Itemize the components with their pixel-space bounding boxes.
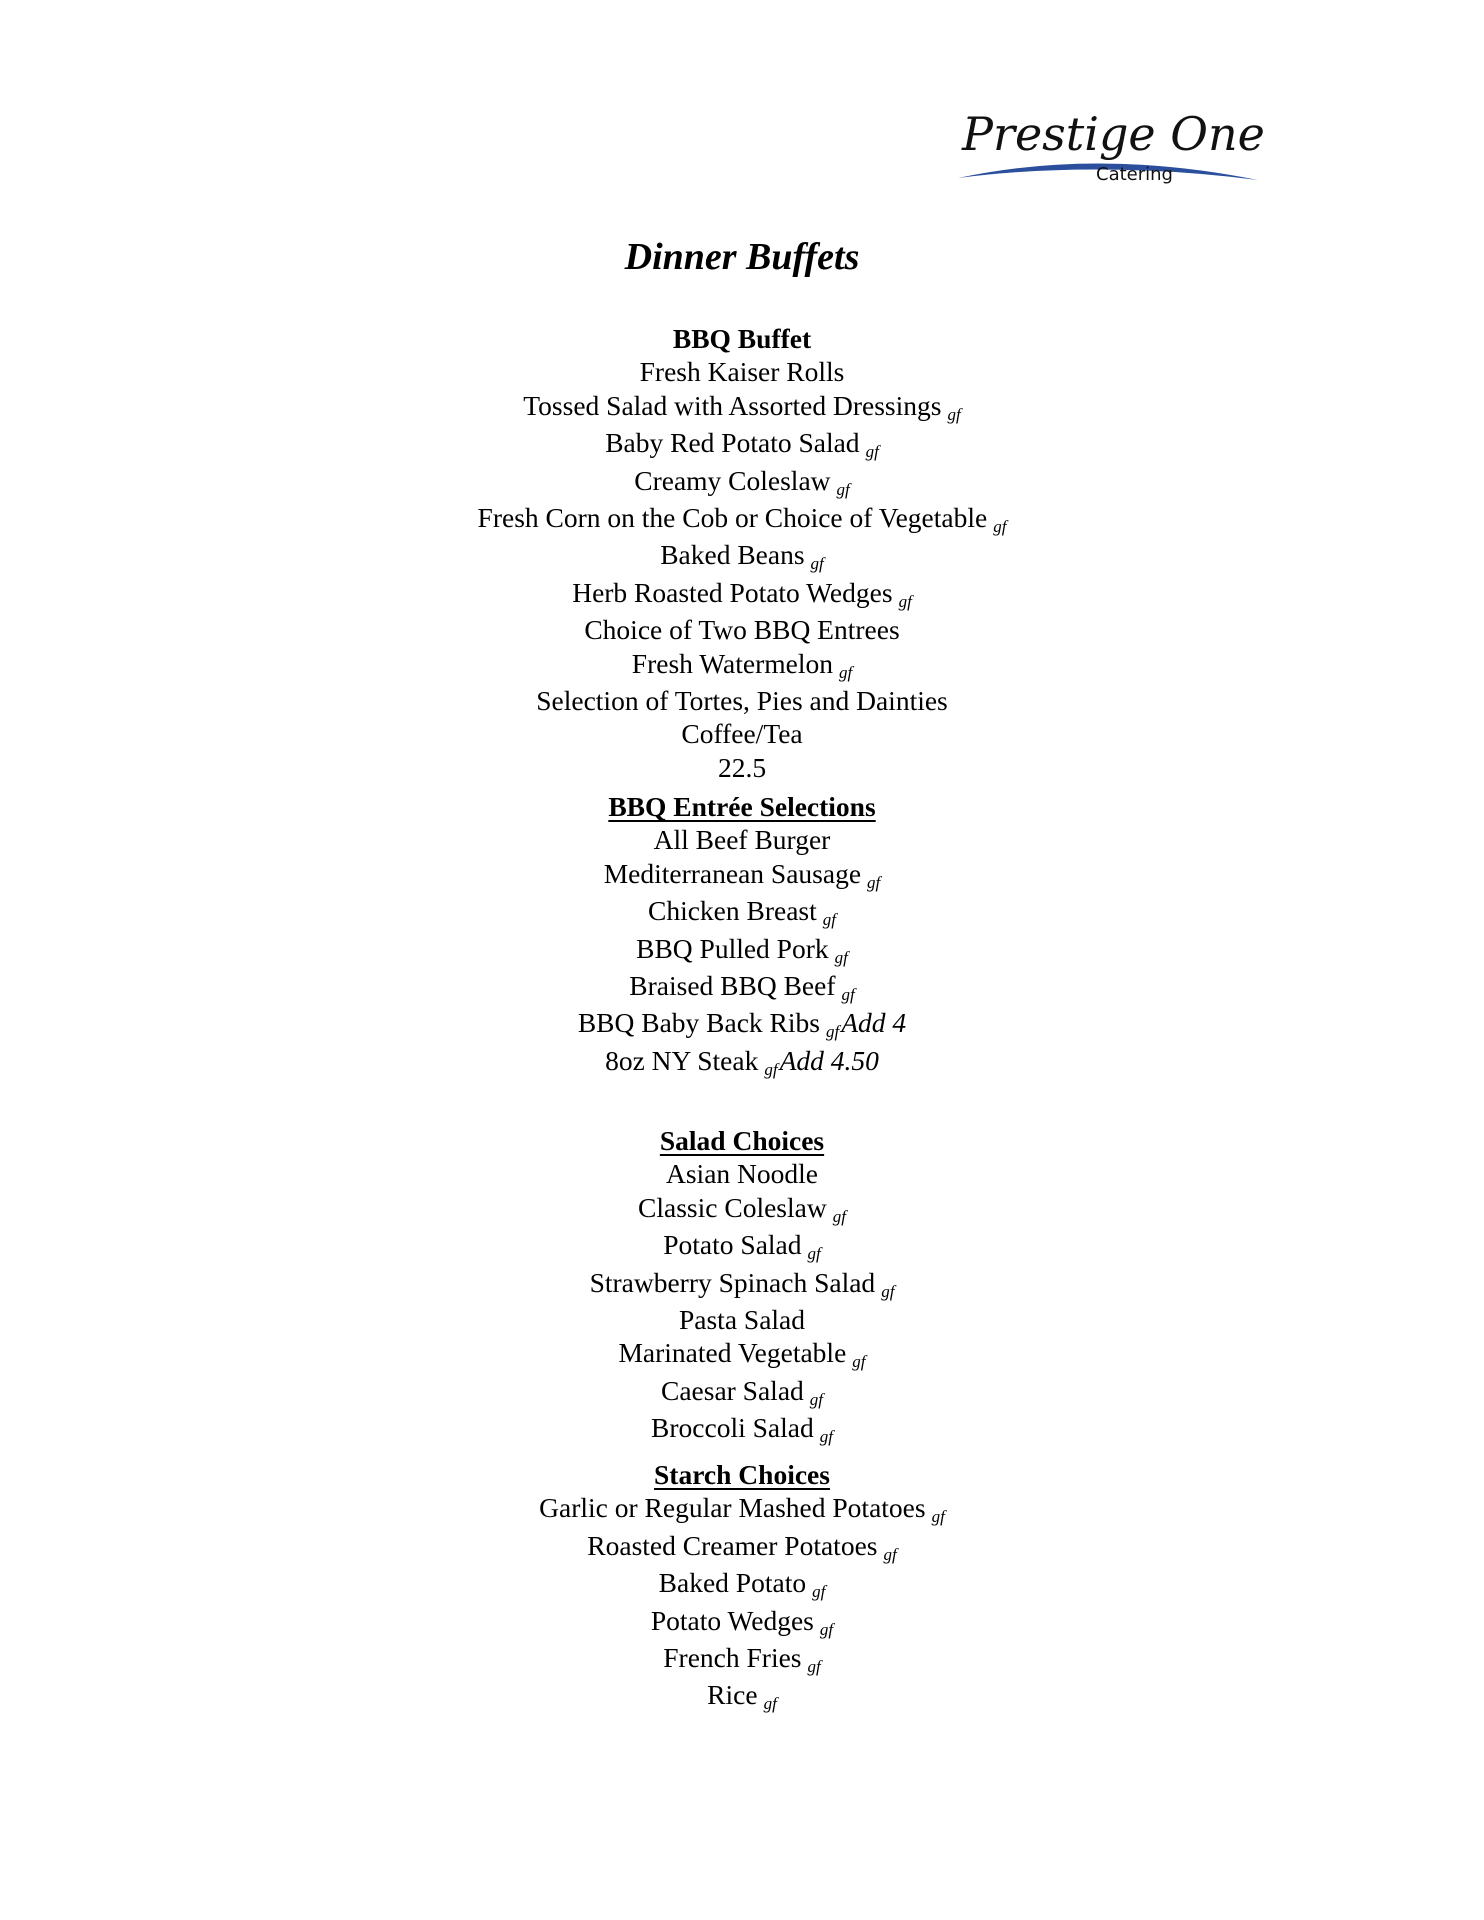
- menu-item-name: All Beef Burger: [653, 824, 831, 856]
- menu-item-name: Chicken Breast: [647, 895, 817, 927]
- menu-item: [0, 538, 1484, 575]
- gluten-free-mark: gf: [807, 1657, 821, 1677]
- gluten-free-mark: gf: [832, 1206, 846, 1226]
- menu-item: [0, 426, 1484, 463]
- menu-item-name: Classic Coleslaw: [638, 1191, 827, 1223]
- menu-item-name: Choice of Two BBQ Entrees: [584, 614, 900, 646]
- menu-item: [0, 501, 1484, 538]
- gluten-free-mark: gf: [812, 1582, 826, 1602]
- menu-item: [0, 684, 1484, 717]
- menu-item: [0, 857, 1484, 894]
- menu-item-name: Garlic or Regular Mashed Potatoes: [539, 1492, 926, 1524]
- gluten-free-mark: gf: [852, 1352, 866, 1372]
- section-title-starch-choices: Starch Choices: [654, 1459, 830, 1490]
- menu-item: [0, 1191, 1484, 1228]
- menu-item-name: BBQ Baby Back Ribs: [577, 1007, 820, 1039]
- menu-item-name: Strawberry Spinach Salad: [589, 1266, 876, 1298]
- gluten-free-mark: gf: [807, 1244, 821, 1264]
- section-bbq-entree-selections: [0, 790, 1484, 1081]
- menu-item-surcharge: Add 4: [841, 1007, 907, 1039]
- menu-item-name: Braised BBQ Beef: [629, 970, 836, 1002]
- menu-item-name: Caesar Salad: [660, 1374, 804, 1406]
- menu-item-name: Creamy Coleslaw: [634, 464, 831, 496]
- gluten-free-mark: gf: [993, 517, 1007, 537]
- section-salad-choices: [0, 1124, 1484, 1449]
- section-title-bbq-entree-selections: BBQ Entrée Selections: [608, 791, 876, 822]
- menu-item-name: Selection of Tortes, Pies and Dainties: [536, 685, 948, 717]
- prestige-one-logo: [948, 78, 1278, 198]
- menu-item: [0, 717, 1484, 750]
- gluten-free-mark: gf: [867, 872, 881, 892]
- menu-item-name: Pasta Salad: [678, 1304, 806, 1336]
- menu-item: [0, 1336, 1484, 1373]
- menu-item: [0, 1266, 1484, 1303]
- gluten-free-mark: gf: [898, 591, 912, 611]
- menu-item-name: Baby Red Potato Salad: [605, 427, 860, 459]
- section-bbq-buffet: [0, 322, 1484, 784]
- menu-item-name: 8oz NY Steak: [605, 1044, 759, 1076]
- menu-item: [0, 1491, 1484, 1528]
- gluten-free-mark: gf: [809, 1389, 824, 1409]
- gluten-free-mark: gf: [865, 442, 879, 462]
- menu-item: [0, 1006, 1484, 1043]
- gluten-free-mark: gf: [825, 1022, 840, 1042]
- gluten-free-mark: gf: [834, 947, 848, 967]
- menu-item: [0, 1303, 1484, 1336]
- menu-item: [0, 1157, 1484, 1190]
- menu-item: [0, 389, 1484, 426]
- menu-item-name: Baked Potato: [658, 1567, 807, 1599]
- menu-item-name: Rice: [707, 1679, 758, 1711]
- menu-item: [0, 613, 1484, 646]
- menu-item: [0, 932, 1484, 969]
- gluten-free-mark: gf: [836, 479, 850, 499]
- gluten-free-mark: gf: [810, 554, 824, 574]
- gluten-free-mark: gf: [931, 1507, 945, 1527]
- menu-item: [0, 969, 1484, 1006]
- section-title-salad-choices: Salad Choices: [659, 1125, 825, 1156]
- gluten-free-mark: gf: [819, 1619, 834, 1639]
- menu-item: [0, 894, 1484, 931]
- gluten-free-mark: gf: [841, 985, 855, 1005]
- menu-item: [0, 1566, 1484, 1603]
- menu-item: [0, 355, 1484, 388]
- gluten-free-mark: gf: [763, 1694, 777, 1714]
- section-title-bbq-buffet: BBQ Buffet: [672, 323, 812, 354]
- menu-item-name: Fresh Watermelon: [631, 647, 833, 679]
- menu-item-name: Coffee/Tea: [681, 718, 803, 750]
- menu-item-name: Marinated Vegetable: [618, 1337, 847, 1369]
- menu-item-name: Potato Wedges: [650, 1604, 814, 1636]
- logo-graphic: [948, 78, 1278, 198]
- menu-item: [0, 1374, 1484, 1411]
- menu-item-name: Fresh Corn on the Cob or Choice of Vegetable: [477, 502, 988, 534]
- menu-item-name: BBQ Pulled Pork: [636, 932, 829, 964]
- gluten-free-mark: gf: [838, 662, 853, 682]
- menu-item-name: Roasted Creamer Potatoes: [587, 1529, 878, 1561]
- menu-item: [0, 647, 1484, 684]
- gluten-free-mark: gf: [819, 1427, 833, 1447]
- menu-item: [0, 823, 1484, 856]
- menu-item: [0, 1641, 1484, 1678]
- logo-sub-text: Catering: [1096, 164, 1173, 185]
- gluten-free-mark: gf: [881, 1281, 895, 1301]
- menu-item-name: Fresh Kaiser Rolls: [639, 356, 845, 388]
- menu-item-name: Baked Beans: [660, 539, 805, 571]
- menu-item: [0, 1044, 1484, 1081]
- menu-item: [0, 1228, 1484, 1265]
- menu-item: [0, 464, 1484, 501]
- menu-item: [0, 1411, 1484, 1448]
- gluten-free-mark: gf: [883, 1544, 897, 1564]
- menu-item: [0, 1529, 1484, 1566]
- menu-item-name: Broccoli Salad: [651, 1412, 814, 1444]
- menu-item-surcharge: Add 4.50: [779, 1044, 879, 1076]
- menu-item-name: Potato Salad: [663, 1229, 802, 1261]
- menu-item-name: Tossed Salad with Assorted Dressings: [523, 389, 942, 421]
- gluten-free-mark: gf: [764, 1059, 778, 1079]
- gluten-free-mark: gf: [822, 910, 836, 930]
- menu-item: [0, 1678, 1484, 1715]
- page-title: Dinner Buffets: [624, 236, 860, 278]
- menu-item: [0, 576, 1484, 613]
- menu-item-name: Herb Roasted Potato Wedges: [572, 576, 893, 608]
- menu-item-name: French Fries: [663, 1642, 802, 1674]
- gluten-free-mark: gf: [947, 404, 961, 424]
- menu-item-name: Asian Noodle: [666, 1158, 818, 1190]
- logo-brand-text: Prestige One: [962, 107, 1265, 161]
- price: 22.5: [717, 751, 767, 783]
- menu-item-name: Mediterranean Sausage: [603, 857, 862, 889]
- section-starch-choices: [0, 1458, 1484, 1716]
- menu-item: [0, 1604, 1484, 1641]
